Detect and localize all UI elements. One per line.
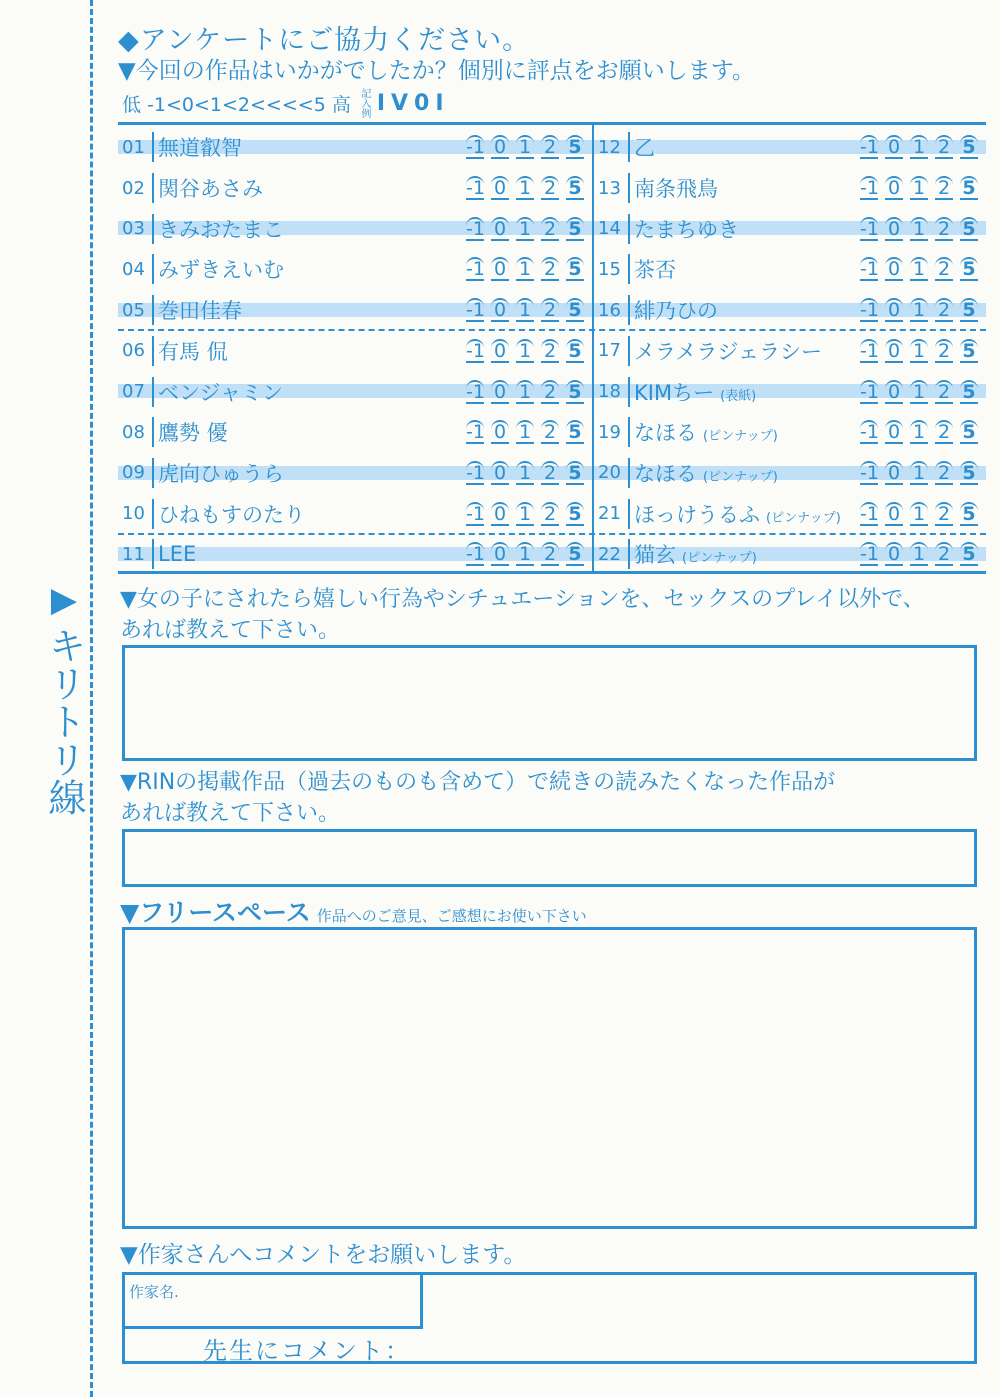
rating-options [860, 502, 978, 526]
work-author-name: LEE [158, 542, 197, 567]
rating-option[interactable]: 1 [910, 176, 928, 200]
free-space-note: 作品へのご意見、ご感想にお使い下さい [316, 907, 587, 925]
work-row [594, 412, 986, 453]
rating-scale [122, 88, 444, 118]
rating-option[interactable]: -1 [466, 258, 485, 281]
row-separator [152, 295, 154, 325]
rating-option[interactable]: 1 [516, 542, 534, 566]
rating-option[interactable]: 0 [491, 176, 509, 200]
rating-options [860, 420, 978, 444]
rating-option[interactable]: 1 [910, 380, 928, 404]
rating-option[interactable]: 0 [491, 257, 509, 281]
row-separator [628, 132, 630, 162]
work-row [118, 534, 592, 575]
question-2-answer-box[interactable] [122, 829, 977, 887]
rating-option[interactable]: -1 [466, 502, 485, 525]
rating-option[interactable]: -1 [466, 461, 485, 484]
rating-option[interactable]: 1 [516, 420, 534, 444]
rating-options [466, 461, 584, 485]
rating-option[interactable]: 0 [491, 339, 509, 363]
rating-option[interactable]: 0 [491, 461, 509, 485]
work-author [158, 295, 466, 325]
work-number: 18 [598, 381, 621, 403]
survey-subtitle: ▼今回の作品はいかがでしたか？個別に評点をお願いします。 [118, 58, 755, 84]
rating-option[interactable]: 1 [910, 542, 928, 566]
rating-options [466, 542, 584, 566]
work-row [118, 290, 592, 331]
work-author [634, 499, 860, 529]
rating-option[interactable]: -1 [466, 339, 485, 362]
work-author-note: (ピンナップ) [703, 429, 778, 445]
free-space-title [120, 893, 587, 929]
question-2 [120, 767, 835, 829]
rating-option[interactable]: 5 [566, 380, 584, 404]
work-row [594, 249, 986, 290]
rating-option[interactable]: 2 [541, 420, 559, 444]
example-mark: I [435, 90, 444, 116]
rating-option[interactable]: -1 [466, 421, 485, 444]
rating-option[interactable]: 5 [960, 176, 978, 200]
rating-option[interactable]: 0 [885, 461, 903, 485]
work-row [118, 127, 592, 168]
rating-options [860, 257, 978, 281]
rating-option[interactable]: 5 [960, 257, 978, 281]
work-author-note: (ピンナップ) [703, 469, 778, 485]
row-separator [152, 377, 154, 407]
rating-option[interactable]: 2 [541, 502, 559, 526]
work-row [594, 127, 986, 168]
work-author [634, 458, 860, 488]
work-number: 19 [598, 421, 621, 443]
row-separator [628, 295, 630, 325]
rating-option[interactable]: 5 [566, 420, 584, 444]
example-mark: I [376, 90, 386, 116]
rating-option[interactable]: 2 [541, 380, 559, 404]
rating-option[interactable]: 5 [960, 502, 978, 526]
work-author [634, 539, 860, 569]
work-author [158, 132, 466, 162]
rating-option[interactable]: 2 [935, 298, 953, 322]
rating-option[interactable]: 5 [960, 339, 978, 363]
rating-option[interactable]: -1 [860, 461, 879, 484]
work-author-name: 猫玄 [634, 543, 676, 568]
rating-options [860, 176, 978, 200]
question-1-answer-box[interactable] [122, 645, 977, 761]
row-separator [628, 377, 630, 407]
work-author-note: (ピンナップ) [682, 551, 757, 567]
free-space-heading: ▼フリースペース [120, 898, 311, 927]
rating-option[interactable]: -1 [860, 339, 879, 362]
work-author [158, 173, 466, 203]
rating-option[interactable]: 2 [935, 461, 953, 485]
row-separator [152, 173, 154, 203]
work-author-name: なほる [634, 421, 697, 446]
comment-label: 先生にコメント： [203, 1337, 411, 1365]
rating-option[interactable]: -1 [860, 217, 879, 240]
work-number: 06 [122, 340, 145, 362]
rating-option[interactable]: 0 [885, 257, 903, 281]
work-number: 13 [598, 177, 621, 199]
work-row [118, 331, 592, 372]
rating-option[interactable]: 0 [491, 135, 509, 159]
work-row [118, 453, 592, 494]
rating-options [860, 461, 978, 485]
rating-option[interactable]: 5 [566, 461, 584, 485]
work-author-note: (表紙) [720, 388, 757, 404]
rating-option[interactable]: 5 [566, 502, 584, 526]
rating-option[interactable]: 1 [516, 135, 534, 159]
rating-option[interactable]: 2 [541, 461, 559, 485]
rating-option[interactable]: 2 [935, 339, 953, 363]
rating-options [860, 542, 978, 566]
rating-option[interactable]: 1 [516, 502, 534, 526]
rating-options [860, 135, 978, 159]
rating-options [466, 339, 584, 363]
rating-option[interactable]: 0 [885, 298, 903, 322]
cut-line [90, 0, 93, 1397]
rating-options [466, 380, 584, 404]
row-separator [628, 336, 630, 366]
free-space-box[interactable] [122, 927, 977, 1229]
work-author-name: KIMちー [634, 380, 715, 405]
rating-options [466, 298, 584, 322]
work-row [594, 168, 986, 209]
work-author-name: みずきえいむ [158, 258, 284, 283]
rating-option[interactable]: 2 [935, 380, 953, 404]
rating-option[interactable]: 2 [935, 542, 953, 566]
rating-option[interactable]: 0 [491, 380, 509, 404]
rating-option[interactable]: 5 [566, 257, 584, 281]
row-separator [152, 417, 154, 447]
row-separator [628, 173, 630, 203]
work-number: 22 [598, 543, 621, 565]
work-author-name: 茶否 [634, 258, 676, 283]
rating-option[interactable]: 5 [960, 542, 978, 566]
work-author [634, 132, 860, 162]
example-label: 記入例 [358, 88, 370, 118]
work-row [594, 331, 986, 372]
work-author-name: きみおたまこ [158, 217, 284, 242]
work-author [634, 417, 860, 447]
rating-option[interactable]: 5 [960, 298, 978, 322]
rating-options [466, 217, 584, 241]
row-separator [152, 214, 154, 244]
work-number: 11 [122, 543, 145, 565]
rating-option[interactable]: 0 [885, 135, 903, 159]
rating-option[interactable]: -1 [860, 502, 879, 525]
work-author-name: ベンジャミン [158, 380, 284, 405]
rating-option[interactable]: 0 [491, 542, 509, 566]
rating-options [860, 380, 978, 404]
rating-option[interactable]: 5 [960, 380, 978, 404]
rating-option[interactable]: 5 [960, 135, 978, 159]
work-author-name: ほっけうるふ [634, 502, 760, 527]
rating-option[interactable]: 2 [935, 257, 953, 281]
rating-option[interactable]: 5 [566, 135, 584, 159]
rating-option[interactable]: 0 [491, 298, 509, 322]
rating-option[interactable]: 2 [935, 176, 953, 200]
work-number: 14 [598, 218, 621, 240]
rating-option[interactable]: 2 [541, 176, 559, 200]
rating-option[interactable]: 0 [885, 380, 903, 404]
rating-option[interactable]: -1 [466, 299, 485, 322]
work-author-name: メラメラジェラシー [634, 339, 822, 364]
work-row [594, 453, 986, 494]
work-author [634, 336, 860, 366]
work-row [118, 168, 592, 209]
row-separator [152, 499, 154, 529]
rating-option[interactable]: 0 [491, 420, 509, 444]
rating-option[interactable]: -1 [466, 543, 485, 566]
work-author-name: たまちゆき [634, 217, 739, 242]
work-number: 20 [598, 462, 621, 484]
rating-options [860, 217, 978, 241]
rating-option[interactable]: 0 [885, 176, 903, 200]
work-row [118, 412, 592, 453]
comment-title: ▼作家さんへコメントをお願いします。 [120, 1242, 527, 1268]
rating-option[interactable]: 5 [566, 339, 584, 363]
row-separator [628, 458, 630, 488]
work-author-name: 南条飛鳥 [634, 177, 718, 202]
work-author [158, 336, 466, 366]
question-1 [120, 584, 925, 646]
rating-option[interactable]: -1 [860, 421, 879, 444]
rating-options [466, 420, 584, 444]
rating-option[interactable]: 0 [491, 502, 509, 526]
rating-option[interactable]: 2 [541, 542, 559, 566]
rating-option[interactable]: -1 [860, 299, 879, 322]
work-row [118, 208, 592, 249]
author-name-field[interactable] [125, 1275, 423, 1329]
work-number: 04 [122, 258, 145, 280]
work-author-name: ひねもすのたり [158, 502, 305, 527]
rating-option[interactable]: -1 [860, 136, 879, 159]
rating-option[interactable]: 2 [541, 339, 559, 363]
rating-option[interactable]: -1 [466, 136, 485, 159]
work-number: 09 [122, 462, 145, 484]
rating-scale-text: 低 -1<0<1<2<<<<5 高 [122, 93, 351, 116]
rating-option[interactable]: 5 [960, 217, 978, 241]
work-number: 12 [598, 136, 621, 158]
work-row [118, 493, 592, 534]
rating-option[interactable]: 2 [935, 135, 953, 159]
rating-option[interactable]: 5 [566, 542, 584, 566]
work-number: 05 [122, 299, 145, 321]
work-author [158, 377, 466, 407]
rating-grid [118, 122, 986, 574]
work-author-name: 鷹勢 優 [158, 421, 228, 446]
rating-option[interactable]: 0 [885, 217, 903, 241]
row-separator [628, 254, 630, 284]
work-row [594, 290, 986, 331]
work-author [634, 295, 860, 325]
work-row [594, 208, 986, 249]
survey-title: ◆アンケートにご協力ください。 [118, 25, 531, 56]
rating-option[interactable]: 1 [910, 257, 928, 281]
work-row [594, 534, 986, 575]
work-number: 08 [122, 421, 145, 443]
example-marks [377, 91, 444, 116]
rating-options [466, 257, 584, 281]
rating-option[interactable]: 1 [910, 217, 928, 241]
rating-option[interactable]: -1 [466, 177, 485, 200]
rating-option[interactable]: 1 [910, 461, 928, 485]
rating-option[interactable]: 1 [910, 420, 928, 444]
question-1-line-1: ▼女の子にされたら嬉しい行為やシチュエーションを、セックスのプレイ以外で、 [120, 587, 925, 612]
work-row [118, 249, 592, 290]
row-separator [628, 214, 630, 244]
rating-option[interactable]: 1 [516, 380, 534, 404]
question-2-line-1: ▼RINの掲載作品（過去のものも含めて）で続きの読みたくなった作品が [120, 770, 836, 795]
rating-option[interactable]: 5 [566, 298, 584, 322]
rating-options [466, 502, 584, 526]
rating-option[interactable]: 1 [516, 298, 534, 322]
rating-option[interactable]: -1 [860, 543, 879, 566]
rating-option[interactable]: -1 [466, 217, 485, 240]
work-author [158, 458, 466, 488]
rating-option[interactable]: 2 [935, 502, 953, 526]
row-separator [628, 539, 630, 569]
work-row [594, 493, 986, 534]
work-author-name: 虎向ひゅうら [158, 461, 284, 486]
rating-option[interactable]: 0 [885, 502, 903, 526]
row-separator [628, 417, 630, 447]
comment-box [122, 1272, 977, 1364]
rating-option[interactable]: 1 [516, 217, 534, 241]
rating-option[interactable]: -1 [860, 258, 879, 281]
rating-option[interactable]: 0 [491, 217, 509, 241]
work-author [158, 417, 466, 447]
work-author [634, 173, 860, 203]
rating-option[interactable]: 2 [541, 257, 559, 281]
rating-option[interactable]: 1 [516, 176, 534, 200]
example-mark: V [391, 90, 409, 116]
question-2-line-2: あれば教えて下さい。 [120, 801, 341, 826]
rating-option[interactable]: 0 [885, 420, 903, 444]
cut-arrow-icon: ▶ [50, 580, 78, 620]
rating-option[interactable]: 0 [885, 339, 903, 363]
row-separator [152, 132, 154, 162]
work-number: 15 [598, 258, 621, 280]
question-1-line-2: あれば教えて下さい。 [120, 618, 341, 643]
rating-options [860, 339, 978, 363]
rating-option[interactable]: 5 [566, 176, 584, 200]
rating-options [466, 135, 584, 159]
work-author [634, 377, 860, 407]
cut-line-label [38, 580, 90, 816]
work-number: 10 [122, 503, 145, 525]
rating-option[interactable]: 2 [541, 217, 559, 241]
rating-option[interactable]: 1 [910, 135, 928, 159]
rating-option[interactable]: -1 [466, 380, 485, 403]
work-number: 07 [122, 381, 145, 403]
row-separator [152, 458, 154, 488]
work-author-name: 無道叡智 [158, 136, 242, 161]
rating-option[interactable]: 2 [541, 135, 559, 159]
work-author-name: 巻田佳春 [158, 299, 242, 324]
rating-option[interactable]: 1 [910, 502, 928, 526]
rating-option[interactable]: -1 [860, 177, 879, 200]
work-number: 16 [598, 299, 621, 321]
author-name-label: 作家名. [129, 1283, 179, 1301]
work-author [634, 254, 860, 284]
work-author [158, 254, 466, 284]
rating-option[interactable]: 2 [935, 420, 953, 444]
work-author-name: 緋乃ひの [634, 299, 718, 324]
rating-option[interactable]: 0 [885, 542, 903, 566]
rating-option[interactable]: 1 [516, 257, 534, 281]
work-author [158, 542, 466, 566]
work-author-name: なほる [634, 461, 697, 486]
work-author-name: 有馬 侃 [158, 339, 228, 364]
work-row [594, 371, 986, 412]
work-author-name: 乙 [634, 136, 655, 161]
rating-option[interactable]: -1 [860, 380, 879, 403]
row-separator [152, 254, 154, 284]
work-number: 01 [122, 136, 145, 158]
work-number: 21 [598, 503, 621, 525]
rating-option[interactable]: 1 [516, 461, 534, 485]
work-number: 17 [598, 340, 621, 362]
rating-option[interactable]: 1 [516, 339, 534, 363]
example-mark: 0 [414, 90, 430, 116]
work-number: 03 [122, 218, 145, 240]
rating-option[interactable]: 2 [541, 298, 559, 322]
row-separator [152, 539, 154, 569]
rating-option[interactable]: 5 [566, 217, 584, 241]
work-row [118, 371, 592, 412]
rating-option[interactable]: 5 [960, 420, 978, 444]
row-separator [628, 499, 630, 529]
rating-option[interactable]: 1 [910, 298, 928, 322]
work-author [158, 499, 466, 529]
row-separator [152, 336, 154, 366]
rating-option[interactable]: 5 [960, 461, 978, 485]
work-author [158, 214, 466, 244]
cut-line-text: キリトリ線 [42, 626, 86, 816]
work-number: 02 [122, 177, 145, 199]
rating-option[interactable]: 2 [935, 217, 953, 241]
work-author [634, 214, 860, 244]
rating-options [466, 176, 584, 200]
rating-option[interactable]: 1 [910, 339, 928, 363]
work-author-note: (ピンナップ) [766, 510, 841, 526]
rating-options [860, 298, 978, 322]
work-author-name: 関谷あさみ [158, 177, 263, 202]
